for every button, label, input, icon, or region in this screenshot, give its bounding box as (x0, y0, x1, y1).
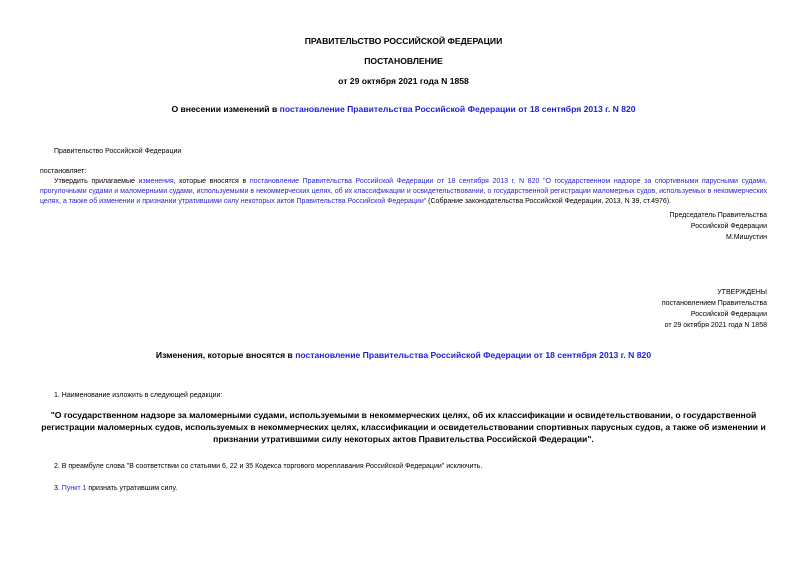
government-heading: ПРАВИТЕЛЬСТВО РОССИЙСКОЙ ФЕДЕРАЦИИ (304, 36, 503, 46)
document-type: ПОСТАНОВЛЕНИЕ (364, 56, 443, 66)
resolution-mid: , которые вносятся в (173, 178, 250, 185)
resolution-820-link[interactable]: постановление Правительства Российской Федерации от 18 сентября 2013 г. N 820 "О государственном надзоре за спортивными парусными судами, прогулочными судами и маломерными судами, используемыми в некоммерческих целях, об их классификации и освидетельствовании, о государственной регистрации маломерных судов, используемых в некоммерческих целях, а также об изменении и признании утратившими силу некоторых актов Правительства Российской Федерации" (40, 178, 767, 206)
signature-position: Председатель Правительства (669, 212, 767, 219)
new-title-quote: "О государственном надзоре за маломерными судами, используемыми в некоммерческих целях, об их классификации и освидетельствовании, о государственной регистрации маломерных судов, используемых в некоммерческих целях, классификации и освидетельствовании спортивных парусных судов, а также об изменении и признании утратившими силу некоторых актов Правительства Российской Федерации". (41, 410, 766, 444)
approval-line4: от 29 октября 2021 года N 1858 (664, 322, 767, 329)
resolution-start: Утвердить прилагаемые (54, 178, 139, 185)
changes-title-prefix: Изменения, которые вносятся в (155, 350, 296, 360)
signature-country: Российской Федерации (690, 223, 767, 230)
approval-line2: постановлением Правительства (661, 300, 767, 307)
signature-name: М.Мишустин (725, 234, 767, 241)
document-title-link[interactable]: постановление Правительства Российской Федерации от 18 сентября 2013 г. N 820 (279, 104, 636, 114)
changes-link[interactable]: изменения (138, 178, 174, 185)
document-date-number: от 29 октября 2021 года N 1858 (338, 76, 469, 86)
change-item-3-suffix: признать утратившим силу. (86, 485, 178, 492)
document-title (0, 104, 807, 114)
issuer-text: Правительство Российской Федерации (54, 148, 182, 155)
resolution-paragraph (40, 177, 767, 208)
change-item-3-prefix: 3. (54, 485, 62, 492)
change-item-1: 1. Наименование изложить в следующей редакции: (54, 392, 223, 399)
point-1-link[interactable]: Пункт 1 (61, 485, 87, 492)
approval-line3: Российской Федерации (690, 311, 767, 318)
signature-block (670, 210, 767, 243)
approval-block (662, 287, 767, 331)
document-title-prefix: О внесении изменений в (171, 104, 280, 114)
changes-title-link[interactable]: постановление Правительства Российской Федерации от 18 сентября 2013 г. N 820 (295, 350, 652, 360)
changes-title (0, 350, 807, 360)
change-item-3 (54, 484, 177, 494)
change-item-2: 2. В преамбуле слова "В соответствии со статьями 6, 22 и 35 Кодекса торгового мореплавания Российской Федерации" исключить. (54, 463, 483, 470)
resolution-end: (Собрание законодательства Российской Федерации, 2013, N 39, ст.4976). (426, 198, 671, 206)
approval-title: УТВЕРЖДЕНЫ (717, 289, 767, 296)
decides-text: постановляет: (40, 168, 87, 175)
